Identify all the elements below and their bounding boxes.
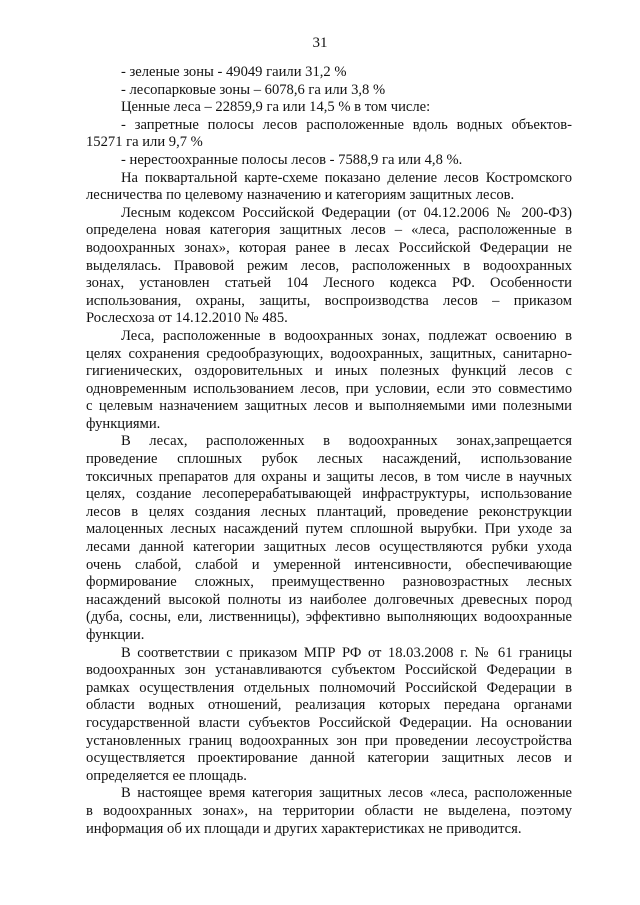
text-line: - лесопарковые зоны – 6078,6 га или 3,8 % xyxy=(121,81,386,98)
text-line: - зеленые зоны - 49049 гаили 31,2 % xyxy=(121,64,347,80)
text-line: В соответствии с приказом МПР РФ от 18.03.2008 г. № 61 границы xyxy=(121,644,572,661)
text-line: гигиенических, оздоровительных и иных полезных функций лесов с xyxy=(86,363,572,380)
text-line: функции. xyxy=(86,627,145,643)
text-line: определена новая категория защитных лесов – «леса, расположенные в xyxy=(86,222,572,239)
text-line: зонах, установлен статьей 104 Лесного кодекса РФ. Особенности xyxy=(86,275,572,292)
text-line: насаждений высокой полноты из наиболее долговечных древесных пород xyxy=(86,591,572,608)
text-line: осуществляется проектирование данной категории защитных лесов и xyxy=(86,750,572,767)
text-line: - нерестоохранные полосы лесов - 7588,9 га или 4,8 %. xyxy=(121,151,463,168)
text-line: водоохранных зон устанавливаются субъектом Российской Федерации в xyxy=(86,662,572,679)
text-line: Лесным кодексом Российской Федерации (от 04.12.2006 № 200-ФЗ) xyxy=(121,204,572,221)
text-line: формирование сложных, преимущественно разновозрастных лесных xyxy=(86,574,572,591)
text-line: В настоящее время категория защитных лесов «леса, расположенные xyxy=(121,785,572,802)
text-line: - запретные полосы лесов расположенные вдоль водных объектов- xyxy=(121,116,572,133)
page-number: 31 xyxy=(312,35,328,51)
text-line: в водоохранных зонах», на территории области не выделена, поэтому xyxy=(86,802,572,819)
text-line: лесничества по целевому назначению и категориям защитных лесов. xyxy=(86,187,515,204)
text-line: использования, охраны, защиты, воспроизводства лесов – приказом xyxy=(86,292,572,309)
text-line: очень слабой, слабой и умеренной интенсивности, обеспечивающие xyxy=(86,556,572,573)
text-line: проведение сплошных рубок лесных насаждений, использование xyxy=(86,451,572,468)
text-line: водоохранных зонах», которая ранее в лесах Российской Федерации не xyxy=(86,239,572,256)
text-line: государственной власти субъектов Российской Федерации. На основании xyxy=(86,714,572,731)
text-line: лесами данной категории защитных лесов осуществляются рубки ухода xyxy=(86,539,572,556)
text-line: лесов в целях создания лесных плантаций, проведение реконструкции xyxy=(86,503,572,520)
text-line: Рослесхоза от 14.12.2010 № 485. xyxy=(86,310,288,327)
text-line: целях сохранения средообразующих, водоохранных, защитных, санитарно- xyxy=(86,345,572,362)
text-line: 15271 га или 9,7 % xyxy=(86,134,203,151)
text-line: выделялась. Правовой режим лесов, расположенных в водоохранных xyxy=(86,257,572,274)
text-line: малоценных лесных насаждений путем сплошной вырубки. При уходе за xyxy=(86,521,572,538)
text-line: токсичных препаратов для охраны и защиты лесов, в том числе в научных xyxy=(86,468,572,485)
text-line: установленных границ водоохранных зон при проведении лесоустройства xyxy=(86,732,572,749)
text-line: На поквартальной карте-схеме показано деление лесов Костромского xyxy=(121,169,572,186)
text-line: с целевым назначением защитных лесов и выполняемыми ими полезными xyxy=(86,398,572,415)
document-body xyxy=(86,64,572,838)
text-line: рамках осуществления отдельных полномочий Российской Федерации в xyxy=(86,679,572,696)
text-line: определяется ее площадь. xyxy=(86,767,247,784)
text-line: Леса, расположенные в водоохранных зонах, подлежат освоению в xyxy=(121,327,572,344)
text-line: В лесах, расположенных в водоохранных зонах,запрещается xyxy=(121,433,572,450)
text-line: (дуба, сосны, ели, лиственницы), эффективно выполняющих водоохранные xyxy=(86,609,572,626)
text-line: информация об их площади и других характеристиках не приводится. xyxy=(86,820,522,837)
text-line: Ценные леса – 22859,9 га или 14,5 % в том числе: xyxy=(121,99,431,116)
text-line: области водных отношений, реализация которых передана органами xyxy=(86,697,572,714)
text-line: одновременным использованием лесов, при условии, если это совместимо xyxy=(86,380,572,397)
text-line: целях, создание лесоперерабатывающей инфраструктуры, использование xyxy=(86,486,572,503)
text-line: функциями. xyxy=(86,415,161,432)
